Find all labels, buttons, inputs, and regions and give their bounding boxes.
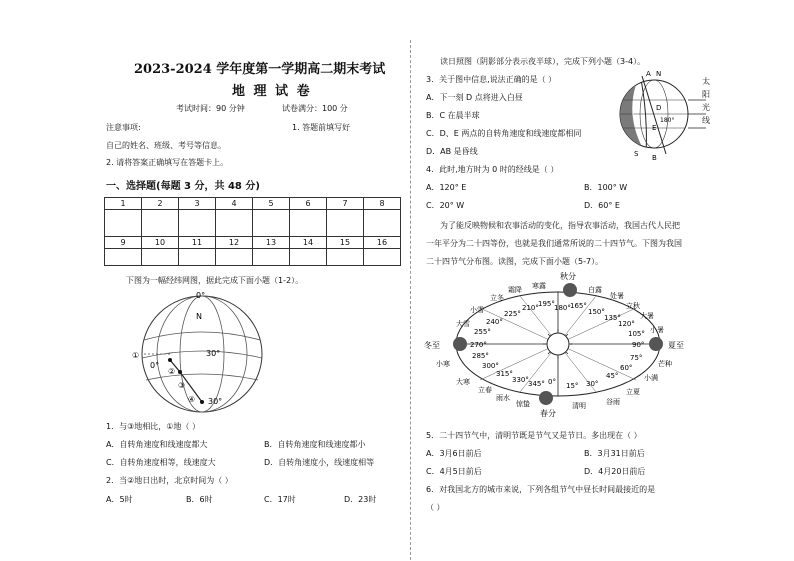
q4-option-a[interactable]: A．120° E: [426, 183, 467, 192]
note-item-2: 2. 请将答案正确填写在答题卡上。: [106, 158, 229, 167]
term-label: 小暑: [650, 326, 664, 334]
term-label: 谷雨: [606, 398, 620, 406]
q1-option-d[interactable]: D．自转角速度小，线速度相等: [264, 458, 375, 467]
term-winter: 冬至: [424, 341, 440, 350]
answer-cell[interactable]: [364, 210, 401, 237]
answer-cell[interactable]: [253, 210, 290, 237]
exam-title: 2023-2024 学年度第一学期高二期末考试: [134, 62, 386, 77]
term-label: 小寒: [436, 360, 450, 368]
table-cell: 14: [290, 237, 327, 249]
term-label: 寒露: [532, 282, 546, 290]
q3-option-d[interactable]: D．AB 是昏线: [426, 147, 478, 156]
solar-terms-orbit-figure: [420, 268, 700, 418]
globe1-lat-line: [146, 374, 258, 380]
answer-cell[interactable]: [364, 249, 401, 266]
q4-stem: 4．此时,地方时为 0 时的经线是（ ）: [426, 165, 559, 174]
degree-label: 15°: [566, 382, 579, 390]
daylight-globe-figure: [612, 70, 712, 162]
q1-option-c[interactable]: C．自转角速度相等，线速度大: [106, 458, 216, 467]
answer-cell[interactable]: [216, 210, 253, 237]
globe1-label: 0°: [150, 361, 160, 370]
answer-cell[interactable]: [179, 210, 216, 237]
answer-cell[interactable]: [105, 210, 142, 237]
answer-cell[interactable]: [327, 249, 364, 266]
term-label: 小雪: [470, 306, 484, 314]
answer-table: [104, 197, 401, 266]
q3-option-a[interactable]: A．下一刻 D 点将进入白昼: [426, 93, 523, 102]
earth-autumn-icon: [563, 283, 577, 297]
globe1-point-label: ④: [188, 395, 196, 404]
degree-label: 195°: [538, 300, 555, 308]
answer-cell[interactable]: [105, 249, 142, 266]
degree-label: 210°: [522, 304, 539, 312]
term-label: 白露: [588, 286, 602, 294]
q1-stem: 1．与③地相比，①地（ ）: [106, 422, 200, 431]
q3-option-b[interactable]: B．C 在晨半球: [426, 111, 480, 120]
table-cell: 16: [364, 237, 401, 249]
table-cell: 13: [253, 237, 290, 249]
q5-option-b[interactable]: B．3月31日前后: [584, 449, 645, 458]
q1-option-a[interactable]: A．自转角速度和线速度都大: [106, 440, 208, 449]
globe2-label-d: D: [656, 104, 662, 112]
term-label: 处暑: [610, 292, 624, 300]
degree-label: 300°: [482, 362, 499, 370]
degree-label: 0°: [548, 378, 556, 386]
answer-cell[interactable]: [290, 249, 327, 266]
globe1-point: [168, 358, 172, 362]
globe1-label: 30°: [206, 349, 221, 358]
q4-option-b[interactable]: B．100° W: [584, 183, 628, 192]
term-spring: 春分: [540, 409, 556, 418]
q2-option-d[interactable]: D．23时: [344, 495, 377, 504]
globe1-label: 0°: [196, 291, 206, 300]
globe1-label-n: N: [196, 312, 202, 321]
degree-label: 240°: [486, 318, 503, 326]
q3-stem: 3．关于图中信息,说法正确的是（ ）: [426, 75, 557, 84]
degree-label: 165°: [570, 302, 587, 310]
q6-stem: 6．对我国北方的城市来说，下列各组节气中昼长时间最接近的是: [426, 485, 656, 494]
globe2-label-s: S: [634, 150, 639, 158]
degree-label: 30°: [586, 380, 599, 388]
term-label: 大暑: [640, 312, 654, 320]
degree-label: 315°: [496, 370, 513, 378]
subject-title: 地 理 试 卷: [232, 84, 312, 99]
answer-cell[interactable]: [327, 210, 364, 237]
answer-cell[interactable]: [179, 249, 216, 266]
term-label: 立秋: [626, 302, 640, 310]
term-label: 大寒: [456, 378, 470, 386]
degree-label: 225°: [504, 310, 521, 318]
table-cell: 10: [142, 237, 179, 249]
q5-option-a[interactable]: A．3月6日前后: [426, 449, 482, 458]
globe1-figure: [130, 288, 290, 418]
degree-label: 135°: [604, 314, 621, 322]
globe1-point-label: ②: [168, 367, 176, 376]
exam-score: 试卷满分：100 分: [282, 104, 348, 113]
section-title: 一、选择题(每题 3 分，共 48 分): [106, 181, 260, 192]
globe2-label-a: A: [646, 70, 651, 78]
terms-intro-1: 为了能反映物候和农事活动的变化，指导农事活动，我国古代人民把: [440, 221, 680, 230]
q6-paren: （ ）: [426, 503, 445, 512]
table-cell: 2: [142, 198, 179, 210]
degree-label: 75°: [630, 354, 643, 362]
table-cell: 3: [179, 198, 216, 210]
terms-intro-3: 二十四节气分布图。读图，完成下面小题（5-7）。: [426, 257, 604, 266]
answer-cell[interactable]: [253, 249, 290, 266]
degree-label: 270°: [470, 341, 487, 349]
answer-cell[interactable]: [216, 249, 253, 266]
degree-label: 90°: [632, 341, 645, 349]
globe2-label-c: C: [632, 110, 637, 118]
q2-stem: 2．当②地日出时，北京时间为（ ）: [106, 476, 233, 485]
terms-intro-2: 一年平分为二十四等份，也就是我们通常所说的二十四节气。下图为我国: [426, 239, 682, 248]
term-label: 大雪: [456, 320, 470, 328]
table-cell: 1: [105, 198, 142, 210]
table-cell: 11: [179, 237, 216, 249]
degree-label: 330°: [512, 376, 529, 384]
q5-option-d[interactable]: D．4月20日前后: [584, 467, 646, 476]
degree-label: 150°: [588, 308, 605, 316]
q2-option-b[interactable]: B．6时: [186, 495, 213, 504]
earth-summer-icon: [649, 337, 663, 351]
table-cell: 9: [105, 237, 142, 249]
globe1-point-label: ③: [178, 381, 186, 390]
column-divider: [410, 40, 411, 560]
q5-stem: 5．二十四节气中，清明节既是节气又是节日。多出现在（ ）: [426, 431, 642, 440]
sunlight-label: 太 阳 光 线: [702, 77, 710, 125]
globe1-point: [200, 400, 204, 404]
sun-icon: [547, 333, 569, 355]
term-label: 小满: [644, 374, 658, 382]
term-label: 惊蛰: [516, 400, 530, 408]
globe2-label-b: B: [652, 154, 657, 162]
globe2-label-deg: 180°: [660, 117, 675, 124]
exam-time: 考试时间：90 分钟: [176, 104, 245, 113]
globe2-label-e: E: [652, 124, 657, 132]
globe1-lat-line: [144, 332, 260, 340]
term-label: 立冬: [490, 294, 504, 302]
term-label: 芒种: [658, 360, 672, 368]
notes-label: 注意事项:: [106, 123, 141, 132]
q1-option-b[interactable]: B．自转角速度和线速度都小: [264, 440, 366, 449]
degree-label: 60°: [620, 364, 633, 372]
globe1-meridian: [157, 296, 247, 412]
table-cell: 4: [216, 198, 253, 210]
answer-cell[interactable]: [142, 249, 179, 266]
term-label: 立夏: [626, 388, 640, 396]
table-cell: 6: [290, 198, 327, 210]
q2-option-a[interactable]: A．5时: [106, 495, 133, 504]
degree-label: 45°: [606, 372, 619, 380]
table-cell: 8: [364, 198, 401, 210]
answer-cell[interactable]: [290, 210, 327, 237]
globe1-point: [178, 370, 182, 374]
table-cell: 7: [327, 198, 364, 210]
table-cell: 12: [216, 237, 253, 249]
globe2-label-n: N: [656, 70, 662, 78]
term-label: 霜降: [508, 286, 522, 294]
earth-winter-icon: [453, 337, 467, 351]
table-cell: 15: [327, 237, 364, 249]
degree-label: 105°: [628, 330, 645, 338]
globe1-intro: 下图为一幅经纬网图，据此完成下面小题（1-2）。: [126, 276, 304, 285]
term-summer: 夏至: [668, 341, 684, 350]
globe1-point-label: ①: [132, 351, 140, 360]
note-item-1-cont: 自己的姓名、班级、考号等信息。: [106, 141, 226, 150]
right-intro: 读日照图（阴影部分表示夜半球），完成下列小题（3-4）。: [440, 57, 646, 66]
degree-label: 345°: [528, 380, 545, 388]
degree-label: 120°: [618, 320, 635, 328]
q4-option-c[interactable]: C．20° W: [426, 201, 465, 210]
term-label: 雨水: [496, 394, 510, 402]
table-cell: 5: [253, 198, 290, 210]
note-item-1: 1. 答题前填写好: [292, 123, 351, 132]
degree-label: 180°: [554, 304, 571, 312]
earth-spring-icon: [539, 391, 553, 405]
term-autumn: 秋分: [560, 272, 576, 281]
q2-option-c[interactable]: C．17时: [264, 495, 296, 504]
q3-option-c[interactable]: C．D、E 两点的自转角速度和线速度都相同: [426, 129, 582, 138]
q5-option-c[interactable]: C．4月5日前后: [426, 467, 482, 476]
degree-label: 255°: [474, 328, 491, 336]
degree-label: 285°: [472, 352, 489, 360]
answer-cell[interactable]: [142, 210, 179, 237]
term-label: 立春: [478, 386, 492, 394]
q4-option-d[interactable]: D．60° E: [584, 201, 620, 210]
term-label: 清明: [572, 402, 586, 410]
globe1-label: 30°: [208, 397, 223, 406]
